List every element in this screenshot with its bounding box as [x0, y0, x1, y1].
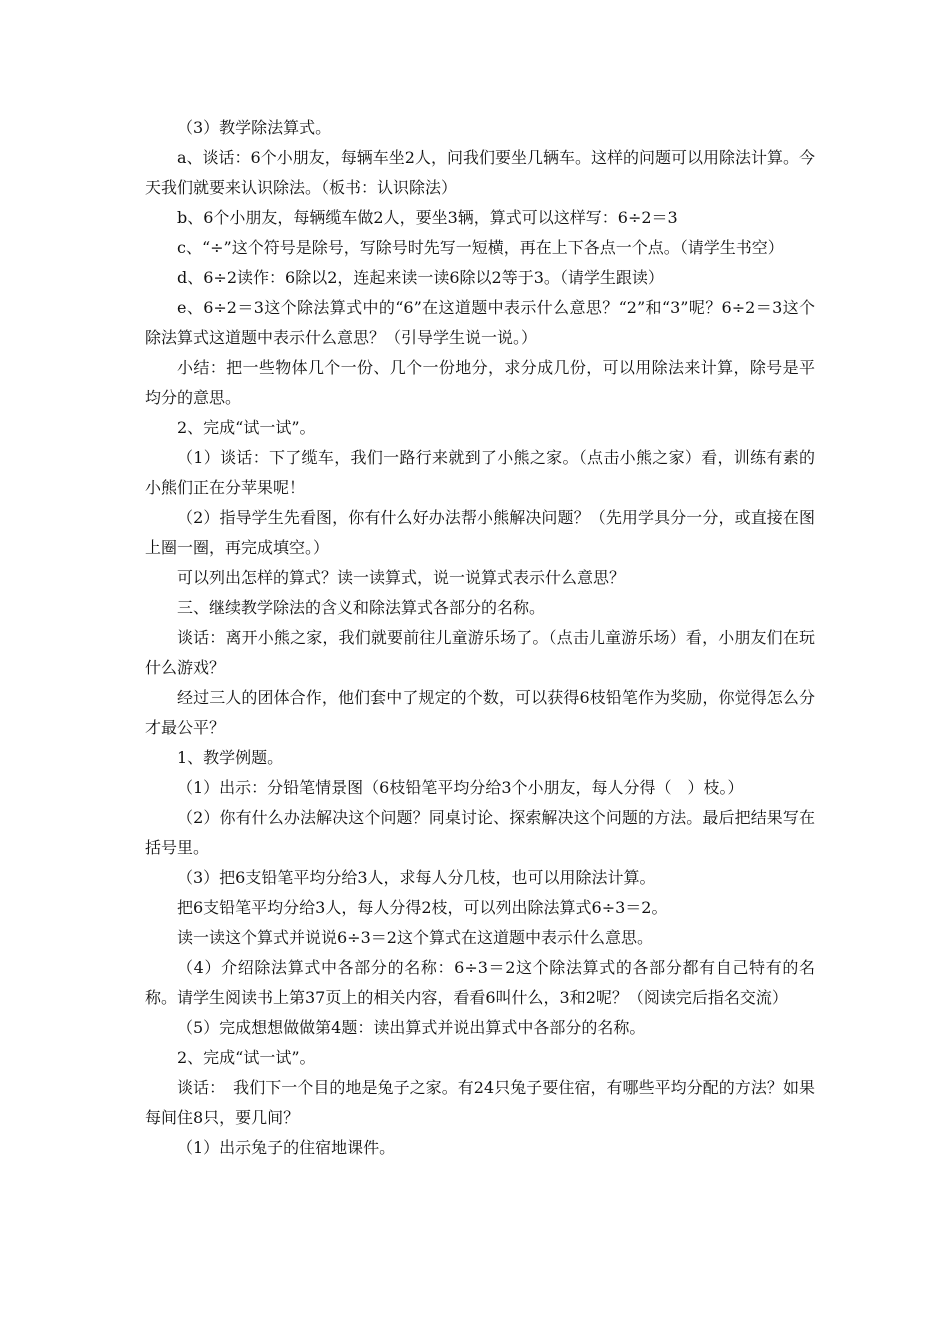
- paragraph-guide-students: （2）指导学生先看图，你有什么好办法帮小熊解决问题？（先用学具分一分，或直接在图上圈一圈，再完成填空。）: [145, 508, 815, 557]
- paragraph-d: d、6÷2读作：6除以2，连起来读一读6除以2等于3。（请学生跟读）: [177, 268, 664, 287]
- paragraph-playground: 谈话：离开小熊之家，我们就要前往儿童游乐场了。（点击儿童游乐场）看，小朋友们在玩什么游戏？: [145, 628, 815, 677]
- paragraph-try-it-1: 2、完成“试一试”。: [177, 418, 316, 437]
- paragraph-section-three: 三、继续教学除法的含义和除法算式各部分的名称。: [177, 598, 546, 617]
- paragraph-pencil-scene: （1）出示：分铅笔情景图（6枝铅笔平均分给3个小朋友，每人分得（ ）枝。）: [177, 778, 744, 797]
- paragraph-a: a、谈话：6个小朋友，每辆车坐2人，问我们要坐几辆车。这样的问题可以用除法计算。今天我们就要来认识除法。（板书：认识除法）: [145, 148, 815, 197]
- paragraph-exercise-4: （5）完成想想做做第4题：读出算式并说出算式中各部分的名称。: [177, 1018, 646, 1037]
- paragraph-pencil-division: （3）把6支铅笔平均分给3人，求每人分几枝，也可以用除法计算。: [177, 868, 656, 887]
- paragraph-discussion: （2）你有什么办法解决这个问题？同桌讨论、探索解决这个问题的方法。最后把结果写在括号里。: [145, 808, 815, 857]
- paragraph-summary: 小结：把一些物体几个一份、几个一份地分，求分成几份，可以用除法来计算，除号是平均分的意思。: [145, 358, 815, 407]
- paragraph-c: c、“÷”这个符号是除号，写除号时先写一短横，再在上下各点一个点。（请学生书空）: [177, 238, 784, 257]
- paragraph-which-formula: 可以列出怎样的算式？读一读算式，说一说算式表示什么意思？: [177, 568, 626, 587]
- paragraph-rabbit-home: 谈话： 我们下一个目的地是兔子之家。有24只兔子要住宿，有哪些平均分配的方法？如果每间住8只，要几间？: [145, 1078, 815, 1127]
- paragraph-part-names: （4）介绍除法算式中各部分的名称：6÷3＝2这个除法算式的各部分都有自己特有的名称。请学生阅读书上第37页上的相关内容，看看6叫什么，3和2呢？（阅读完后指名交流）: [145, 958, 815, 1007]
- paragraph-bear-home: （1）谈话：下了缆车，我们一路行来就到了小熊之家。（点击小熊之家）看，训练有素的小熊们正在分苹果呢！: [145, 448, 815, 497]
- document-body: [145, 113, 815, 1163]
- paragraph-pencil-formula: 把6支铅笔平均分给3人，每人分得2枝，可以列出除法算式6÷3＝2。: [177, 898, 668, 917]
- paragraph-read-formula: 读一读这个算式并说说6÷3＝2这个算式在这道题中表示什么意思。: [177, 928, 653, 947]
- paragraph-example: 1、教学例题。: [177, 748, 284, 767]
- paragraph-teach-division-formula: （3）教学除法算式。: [177, 118, 332, 137]
- paragraph-rabbit-courseware: （1）出示兔子的住宿地课件。: [177, 1138, 396, 1157]
- paragraph-b: b、6个小朋友，每辆缆车做2人，要坐3辆，算式可以这样写：6÷2＝3: [177, 208, 678, 227]
- paragraph-try-it-2: 2、完成“试一试”。: [177, 1048, 316, 1067]
- paragraph-team-reward: 经过三人的团体合作，他们套中了规定的个数，可以获得6枝铅笔作为奖励，你觉得怎么分才最公平？: [145, 688, 815, 737]
- paragraph-e: e、6÷2＝3这个除法算式中的“6”在这道题中表示什么意思？“2”和“3”呢？6÷2＝3这个除法算式这道题中表示什么意思？（引导学生说一说。）: [145, 298, 815, 347]
